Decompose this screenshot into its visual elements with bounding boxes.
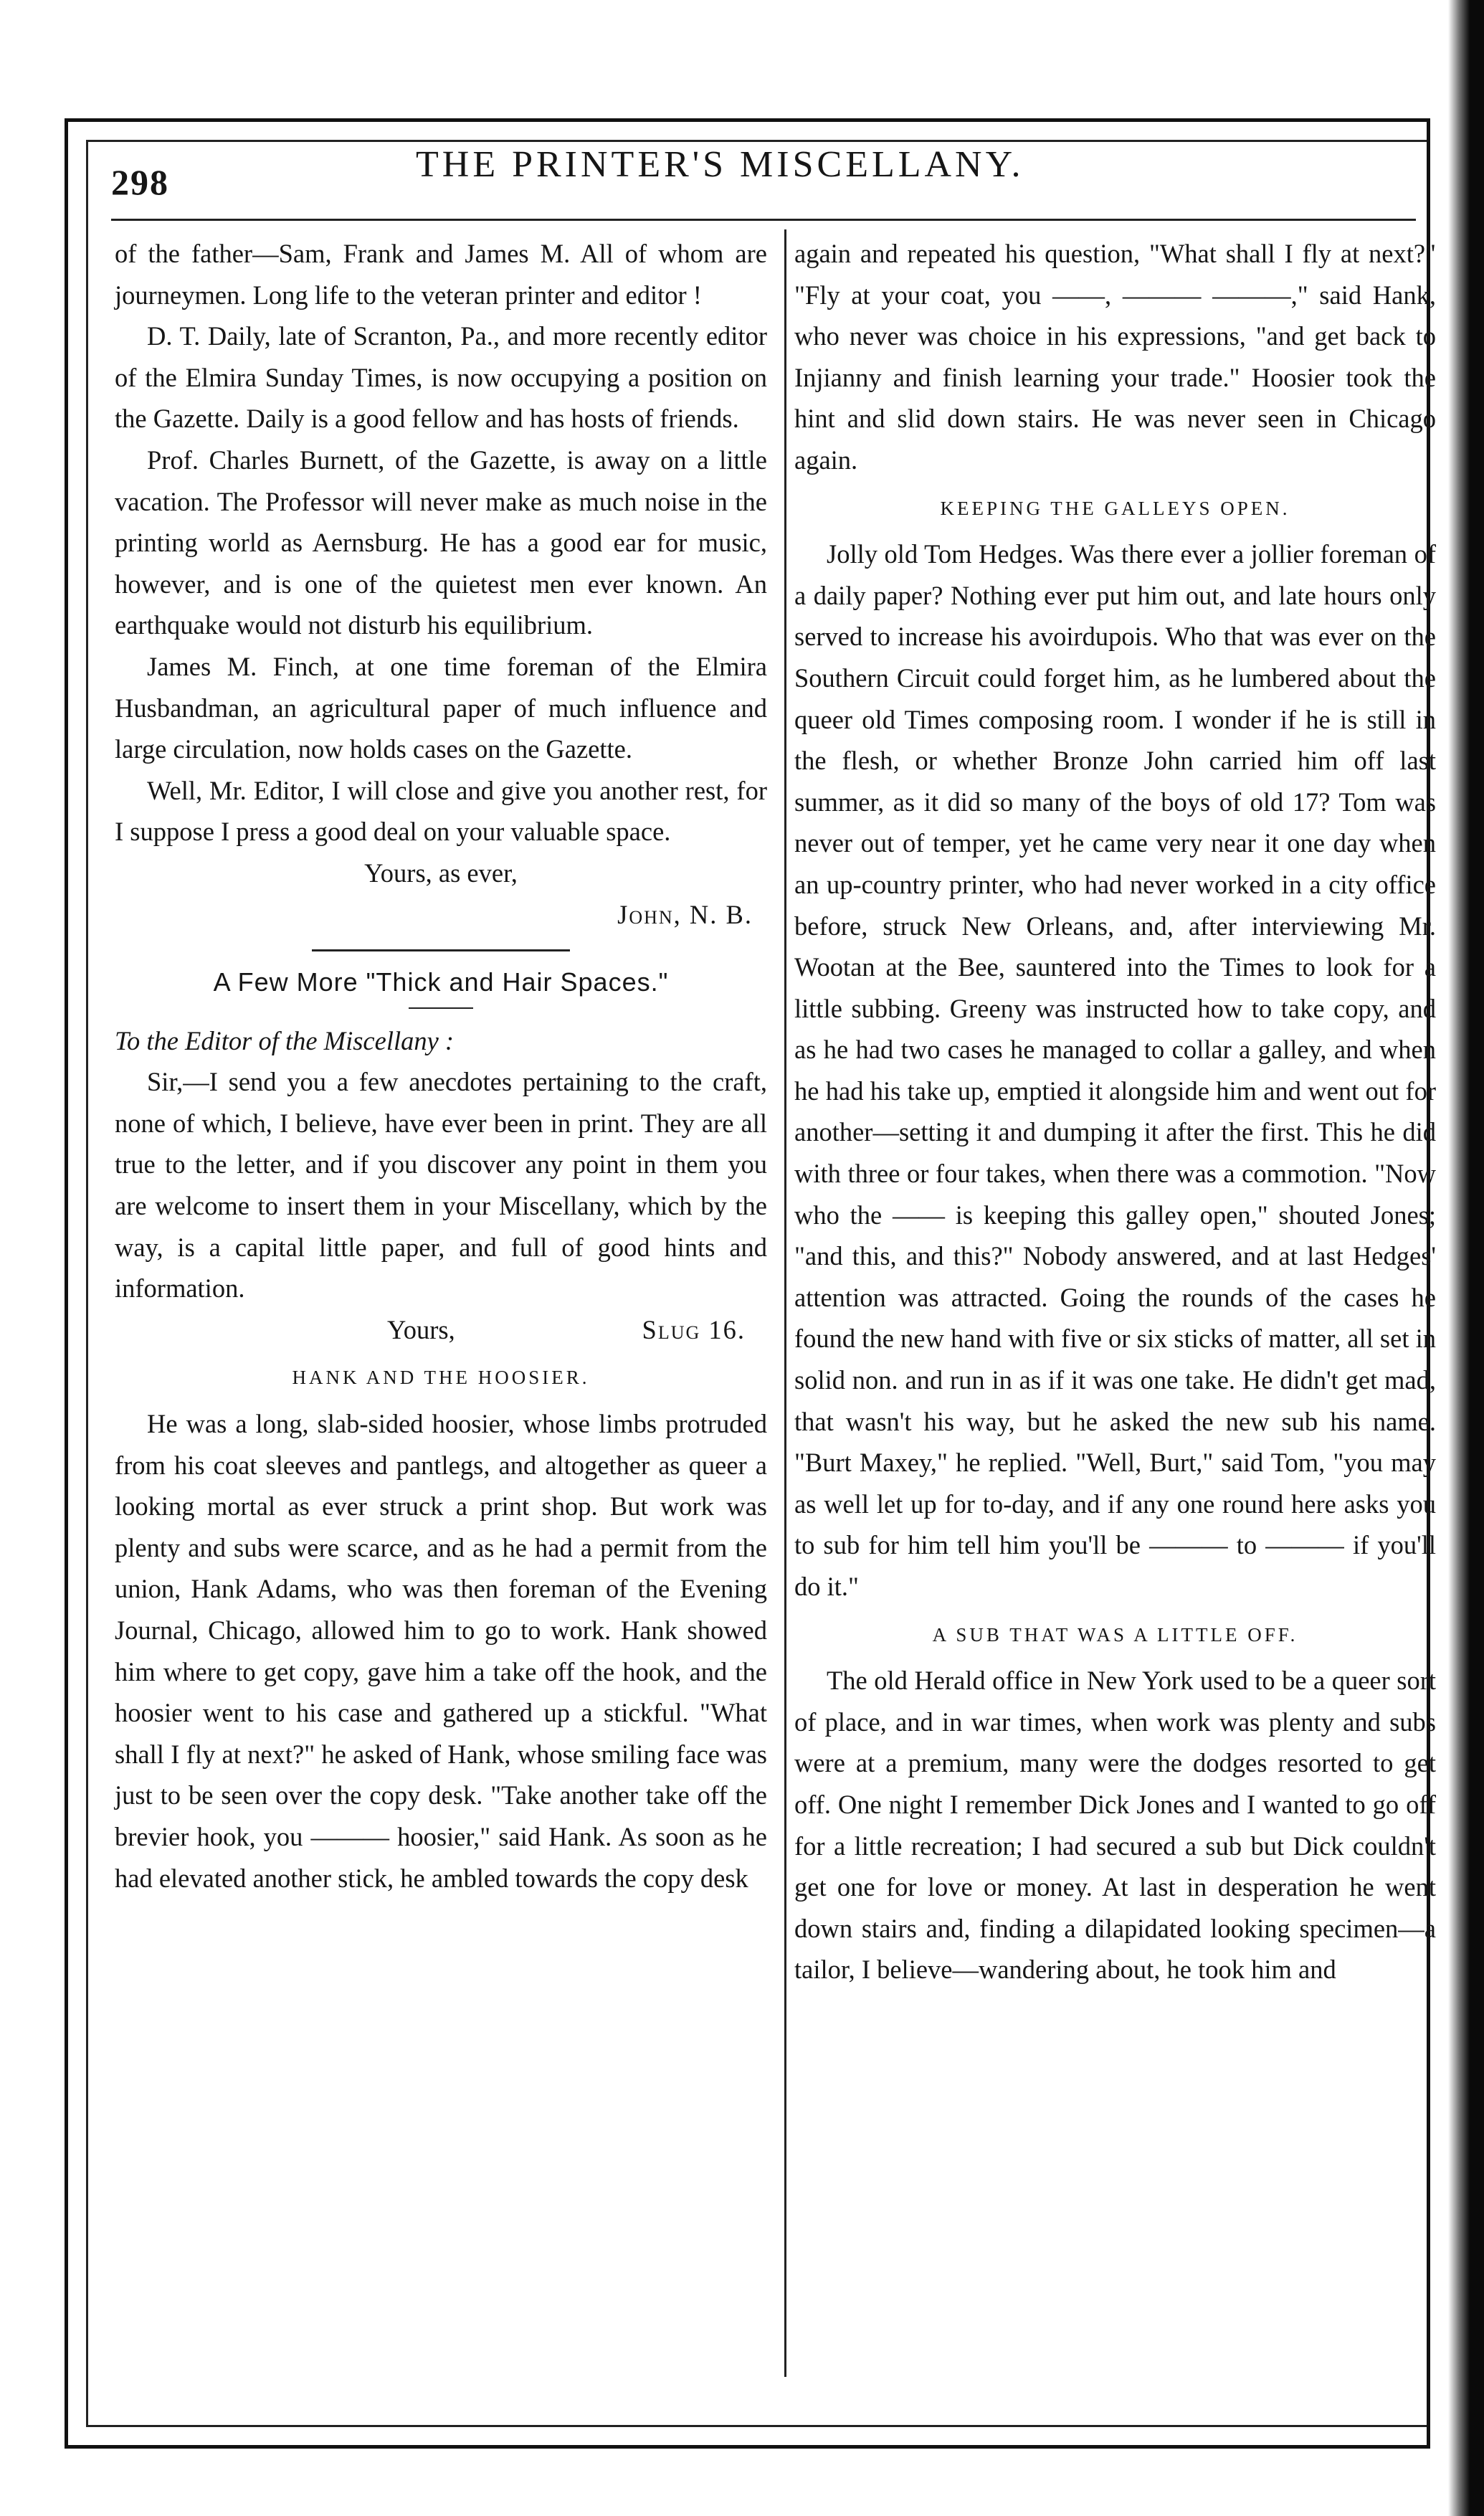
letter-signature: Slug 16.	[642, 1314, 746, 1344]
page-number: 298	[111, 162, 169, 202]
paragraph: D. T. Daily, late of Scranton, Pa., and more recently editor of the Elmira Sunday Times, is now occupying a position on the Gazette. Daily is a good fellow and has hosts of friends.	[115, 321, 767, 434]
story-heading: HANK AND THE HOOSIER.	[292, 1367, 590, 1389]
story-heading: KEEPING THE GALLEYS OPEN.	[940, 497, 1290, 519]
letter-signoff	[115, 1309, 767, 1351]
letter-body: Sir,—I send you a few anecdotes pertaining to the craft, none of which, I believe, have ever been in print. They are all true to the letter, and if you discover any point in them you are welcome to insert them in your Miscellany, which by the way, is a capital little paper, and full of good hints and information.	[115, 1067, 767, 1304]
header-rule	[111, 219, 1416, 221]
scan-dark-edge	[1448, 0, 1484, 2516]
closing: Yours, as ever,	[364, 858, 518, 888]
paragraph: Prof. Charles Burnett, of the Gazette, is away on a little vacation. The Professor will never make as much noise in the printing world as Aernsburg. He has a good ear for music, however, and is one of the quietest men ever known. An earthquake would not disturb his equilibrium.	[115, 445, 767, 640]
salutation: To the Editor of the Miscellany :	[115, 1025, 455, 1055]
running-title: THE PRINTER'S MISCELLANY.	[416, 144, 1024, 185]
signature: John, N. B.	[617, 899, 753, 929]
paragraph: James M. Finch, at one time foreman of the Elmira Husbandman, an agricultural paper of much influence and large circulation, now holds cases on the Gazette.	[115, 651, 767, 764]
story-body: The old Herald office in New York used to be a queer sort of place, and in war times, when work was plenty and subs were at a premium, many were the dodges resorted to get off. One night I remember Dick Jones and I wanted to go off for a little recreation; I had secured a sub but Dick couldn't get one for love or money. At last in desperation he went down stairs and, finding a dilapidated looking specimen—a tailor, I believe—wandering about, he took him and	[794, 1666, 1436, 1985]
paragraph: again and repeated his question, "What shall I fly at next?" "Fly at your coat, you ——, ——— ———," said Hank, who never was choice in his expressions, "and get back to Injianny and finish learning your trade." Hoosier took the hint and slid down stairs. He was never seen in Chicago again.	[794, 239, 1436, 475]
right-column	[794, 233, 1436, 1990]
left-column	[115, 233, 767, 1899]
section-title: A Few More "Thick and Hair Spaces."	[213, 967, 669, 997]
column-divider	[784, 229, 786, 2377]
letter-closing: Yours,	[387, 1314, 455, 1344]
story-body: He was a long, slab-sided hoosier, whose limbs protruded from his coat sleeves and pantlegs, and altogether as queer a looking mortal as ever struck a print shop. But work was plenty and subs were scarce, and as he had a permit from the union, Hank Adams, who was then foreman of the Evening Journal, Chicago, allowed him to go to work. Hank showed him where to get copy, gave him a take off the hook, and the hoosier went to his case and gathered up a stickful. "What shall I fly at next?" he asked of Hank, whose smiling face was just to be seen over the copy desk. "Take another take off the brevier hook, you ——— hoosier," said Hank. As soon as he had elevated another stick, he ambled towards the copy desk	[115, 1409, 767, 1893]
story-body: Jolly old Tom Hedges. Was there ever a jollier foreman of a daily paper? Nothing ever put him out, and late hours only served to increase his avoirdupois. Who that was ever on the Southern Circuit could forget him, as he lumbered about the queer old Times composing room. I wonder if he is still in the flesh, or whether Bronze John carried him off last summer, as it did so many of the boys of old 17? Tom was never out of temper, yet he came very near it one day when an up-country printer, who had never worked in a city office before, struck New Orleans, and, after interviewing Mr. Wootan at the Bee, sauntered into the Times to look for a little subbing. Greeny was instructed how to take copy, and as he had two cases he managed to collar a galley, and when he had his take up, emptied it alongside him and went out for another—setting it and dumping it after the first. This he did with three or four takes, when there was a commotion. "Now who the —— is keeping this galley open," shouted Jones; "and this, and this?" Nobody answered, and at last Hedges' attention was attracted. Going the rounds of the cases he found the new hand with five or six sticks of matter, all set in solid non. and run in as if it was one take. He didn't get mad, that wasn't his way, but he asked the new sub his name. "Burt Maxey," he replied. "Well, Burt," said Tom, "you may as well let up for to-day, and if any one round here asks you to sub for him tell him you'll be ——— to ——— if you'll do it."	[794, 539, 1436, 1601]
title-rule	[409, 1007, 473, 1009]
section-rule	[312, 949, 570, 951]
paragraph: Well, Mr. Editor, I will close and give you another rest, for I suppose I press a good deal on your valuable space.	[115, 775, 767, 847]
story-heading: A SUB THAT WAS A LITTLE OFF.	[932, 1623, 1298, 1646]
paragraph: of the father—Sam, Frank and James M. All of whom are journeymen. Long life to the veteran printer and editor !	[115, 239, 767, 310]
